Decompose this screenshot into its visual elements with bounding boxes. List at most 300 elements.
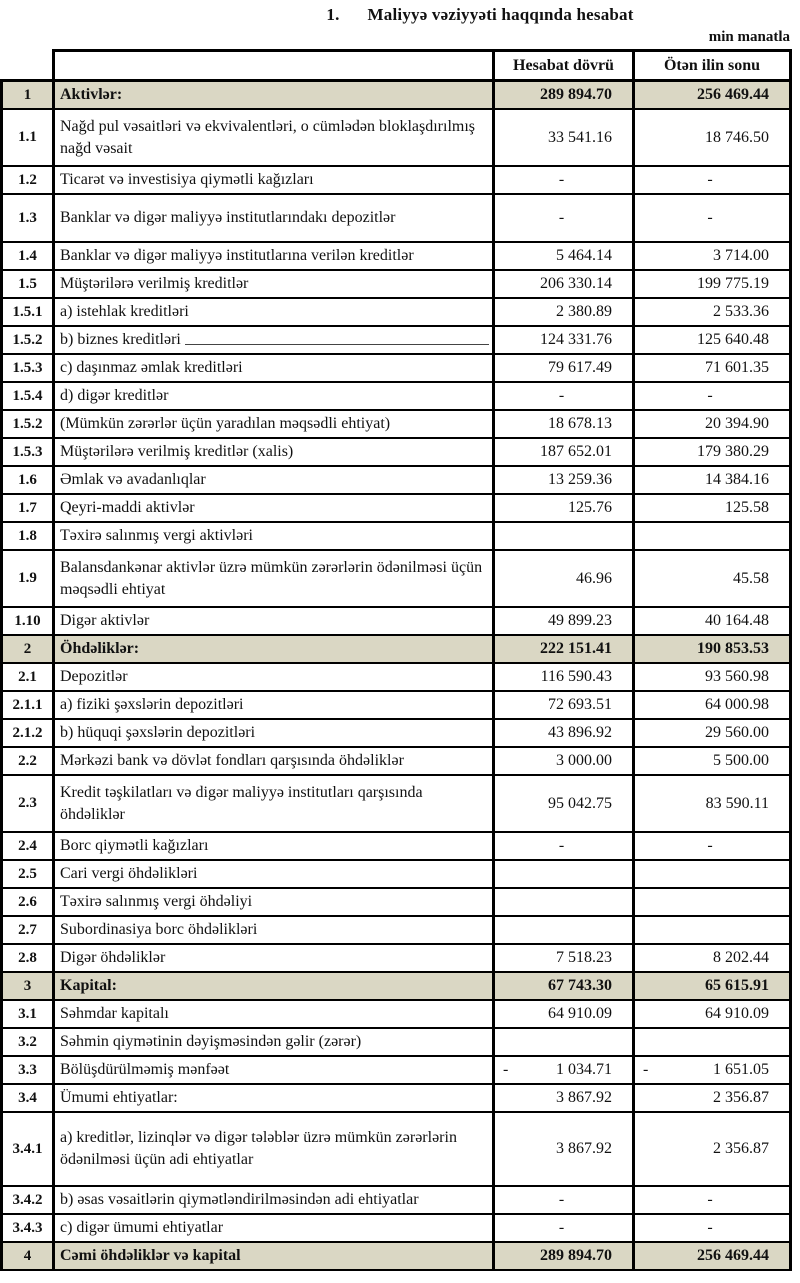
- row-label: (Mümkün zərərlər üçün yaradılan məqsədli ehtiyat): [60, 415, 391, 432]
- row-label-cell: [55, 299, 495, 327]
- table-row: [0, 973, 792, 1001]
- row-number: 1.3: [18, 209, 37, 226]
- row-label: Balansdankənar aktivlər üzrə mümkün zərərlərin ödənilməsi üçün məqsədli ehtiyat: [60, 558, 483, 598]
- period-value-cell: [495, 167, 635, 195]
- row-label: Borc qiymətli kağızları: [60, 837, 209, 854]
- row-label-cell: [55, 1029, 495, 1057]
- row-label: Depozitlər: [60, 668, 128, 685]
- table-row: [0, 439, 792, 467]
- row-number: 2.6: [18, 893, 37, 910]
- prior-value-cell: [635, 973, 792, 1001]
- period-value: 289 894.70: [540, 1247, 612, 1264]
- prior-value: 3 714.00: [713, 247, 769, 264]
- row-number-cell: [0, 748, 55, 776]
- row-number: 1.5: [18, 275, 37, 292]
- table-row: [0, 1029, 792, 1057]
- row-label-cell: [55, 439, 495, 467]
- header-label-cell: [55, 49, 495, 82]
- period-value: 49 899.23: [548, 612, 612, 629]
- row-label-cell: [55, 110, 495, 167]
- period-value: -: [558, 209, 565, 226]
- table-row: [0, 608, 792, 636]
- row-number: 2.3: [18, 795, 37, 811]
- prior-value: 190 853.53: [697, 640, 769, 657]
- prior-value-cell: [635, 608, 792, 636]
- table-row: [0, 383, 792, 411]
- row-label-cell: [55, 1215, 495, 1243]
- period-value: 289 894.70: [540, 86, 612, 103]
- row-label-cell: [55, 495, 495, 523]
- period-value-cell: [495, 383, 635, 411]
- table-row: [0, 167, 792, 195]
- prior-value-cell: [635, 833, 792, 861]
- row-label: Səhmdar kapitalı: [60, 1005, 169, 1022]
- prior-value-cell: [635, 271, 792, 299]
- prior-value: 8 202.44: [713, 949, 769, 966]
- row-number-cell: [0, 861, 55, 889]
- row-number: 1.2: [18, 171, 37, 188]
- row-number: 3.4.3: [12, 1219, 43, 1236]
- row-label-cell: [55, 355, 495, 383]
- period-value-cell: [495, 1085, 635, 1113]
- table-row: [0, 467, 792, 495]
- row-label-cell: [55, 271, 495, 299]
- period-value: 2 380.89: [556, 303, 612, 320]
- table-row: [0, 861, 792, 889]
- period-value: -: [558, 1219, 565, 1236]
- row-label-cell: [55, 1085, 495, 1113]
- row-label-cell: [55, 833, 495, 861]
- row-number-cell: [0, 1085, 55, 1113]
- row-label: c) daşınmaz əmlak kreditləri: [60, 359, 243, 376]
- underline-rule: [185, 344, 489, 345]
- table-row: [0, 551, 792, 608]
- row-label-cell: [55, 383, 495, 411]
- period-value: 72 693.51: [548, 696, 612, 713]
- row-label: Kapital:: [60, 977, 117, 994]
- period-value-cell: [495, 327, 635, 355]
- prior-value: 29 560.00: [705, 724, 769, 741]
- row-number-cell: [0, 636, 55, 664]
- prior-value: 256 469.44: [697, 86, 769, 103]
- row-number-cell: [0, 243, 55, 271]
- prior-value-cell: [635, 664, 792, 692]
- table-row: [0, 636, 792, 664]
- row-label: Öhdəliklər:: [60, 640, 140, 657]
- table-row: [0, 523, 792, 551]
- row-number-cell: [0, 82, 55, 110]
- prior-value-cell: [635, 1029, 792, 1057]
- prior-value-cell: [635, 495, 792, 523]
- prior-value: 256 469.44: [697, 1247, 769, 1264]
- row-label: Müştərilərə verilmiş kreditlər: [60, 275, 249, 292]
- period-value-cell: [495, 467, 635, 495]
- row-number-cell: [0, 889, 55, 917]
- prior-value-cell: [635, 1215, 792, 1243]
- row-label: Nağd pul vəsaitləri və ekvivalentləri, o cümlədən bloklaşdırılmış nağd vəsait: [60, 117, 475, 157]
- period-value-cell: [495, 1215, 635, 1243]
- row-number: 1.4: [18, 247, 37, 264]
- period-value: 3 867.92: [556, 1089, 612, 1106]
- table-header-row: [0, 49, 792, 82]
- row-label-cell: [55, 748, 495, 776]
- financial-table: [0, 49, 792, 1271]
- period-value-cell: [495, 1029, 635, 1057]
- prior-value: -: [707, 1191, 713, 1208]
- negative-sign: -: [643, 1061, 649, 1078]
- prior-value: 2 533.36: [713, 303, 769, 320]
- prior-value-cell: [635, 1085, 792, 1113]
- table-row: [0, 1187, 792, 1215]
- period-value-cell: [495, 495, 635, 523]
- table-row: [0, 664, 792, 692]
- period-value: 7 518.23: [556, 949, 612, 966]
- prior-value: 2 356.87: [713, 1140, 769, 1157]
- prior-value-cell: [635, 82, 792, 110]
- row-number: 3: [23, 977, 32, 994]
- row-number: 3.4.1: [12, 1140, 43, 1157]
- row-label-cell: [55, 664, 495, 692]
- row-number-cell: [0, 271, 55, 299]
- prior-value: 40 164.48: [705, 612, 769, 629]
- period-value-cell: [495, 636, 635, 664]
- row-label: Qeyri-maddi aktivlər: [60, 499, 195, 516]
- row-number: 2.5: [18, 865, 37, 882]
- row-number: 2.8: [18, 949, 37, 966]
- table-row: [0, 945, 792, 973]
- prior-value-cell: [635, 243, 792, 271]
- period-value-cell: [495, 608, 635, 636]
- prior-value-cell: [635, 551, 792, 608]
- row-label-cell: [55, 692, 495, 720]
- row-number-cell: [0, 1187, 55, 1215]
- row-label: a) istehlak kreditləri: [60, 303, 189, 320]
- prior-value-cell: [635, 945, 792, 973]
- period-value: 222 151.41: [540, 640, 612, 657]
- period-value-cell: [495, 776, 635, 833]
- prior-value: -: [707, 171, 713, 188]
- period-value-cell: [495, 1243, 635, 1271]
- period-value: -: [558, 387, 565, 404]
- row-label: Cəmi öhdəliklər və kapital: [60, 1247, 241, 1264]
- row-label-cell: [55, 327, 495, 355]
- period-value: 3 867.92: [556, 1140, 612, 1157]
- row-number: 2.1.2: [12, 724, 43, 741]
- prior-value-cell: [635, 692, 792, 720]
- row-number-cell: [0, 1113, 55, 1187]
- prior-value: 199 775.19: [697, 275, 769, 292]
- row-label-cell: [55, 1001, 495, 1029]
- row-label-cell: [55, 82, 495, 110]
- table-row: [0, 327, 792, 355]
- row-label-cell: [55, 861, 495, 889]
- table-row: [0, 495, 792, 523]
- prior-value-cell: [635, 1187, 792, 1215]
- row-number-cell: [0, 1243, 55, 1271]
- period-value: -: [558, 837, 565, 854]
- row-label: a) fiziki şəxslərin depozitləri: [60, 696, 244, 713]
- prior-value: 45.58: [733, 569, 769, 587]
- row-label-cell: [55, 1057, 495, 1085]
- table-row: [0, 110, 792, 167]
- prior-value-cell: [635, 720, 792, 748]
- prior-value: 71 601.35: [705, 359, 769, 376]
- row-number: 1.6: [18, 471, 37, 488]
- row-label-cell: [55, 195, 495, 243]
- period-value: 64 910.09: [548, 1005, 612, 1022]
- header-number-cell: [0, 49, 55, 82]
- table-row: [0, 748, 792, 776]
- row-label-cell: [55, 167, 495, 195]
- prior-value-cell: [635, 748, 792, 776]
- table-row: [0, 299, 792, 327]
- period-value: 206 330.14: [540, 275, 612, 292]
- row-label: Bölüşdürülməmiş mənfəət: [60, 1061, 230, 1078]
- row-number: 1.5.3: [12, 359, 43, 376]
- period-value-cell: [495, 861, 635, 889]
- row-number: 3.4.2: [12, 1191, 43, 1208]
- row-label-cell: [55, 608, 495, 636]
- prior-value: -: [707, 837, 713, 854]
- period-value: 187 652.01: [540, 443, 612, 460]
- period-value: 1 034.71: [556, 1061, 612, 1078]
- table-row: [0, 917, 792, 945]
- financial-statement-page: [0, 5, 800, 1271]
- row-number-cell: [0, 411, 55, 439]
- row-number-cell: [0, 327, 55, 355]
- row-label: Banklar və digər maliyyə institutlarına verilən kreditlər: [60, 247, 414, 264]
- period-value-cell: [495, 271, 635, 299]
- row-number-cell: [0, 355, 55, 383]
- prior-value-cell: [635, 467, 792, 495]
- row-label-cell: [55, 776, 495, 833]
- prior-value-cell: [635, 383, 792, 411]
- period-value: 18 678.13: [548, 415, 612, 432]
- period-value-cell: [495, 1057, 635, 1085]
- table-row: [0, 1243, 792, 1271]
- row-label-cell: [55, 243, 495, 271]
- prior-value-cell: [635, 355, 792, 383]
- prior-value: -: [707, 209, 713, 226]
- table-row: [0, 889, 792, 917]
- row-number: 4: [23, 1247, 32, 1264]
- row-number-cell: [0, 720, 55, 748]
- table-row: [0, 1057, 792, 1085]
- period-value: 43 896.92: [548, 724, 612, 741]
- row-label-cell: [55, 411, 495, 439]
- row-label-cell: [55, 973, 495, 1001]
- period-value-cell: [495, 1187, 635, 1215]
- row-number: 1.10: [14, 612, 41, 629]
- row-number-cell: [0, 167, 55, 195]
- row-label-cell: [55, 1113, 495, 1187]
- period-value: 67 743.30: [548, 977, 612, 994]
- row-number: 1.8: [18, 527, 37, 544]
- row-number: 2.1.1: [12, 696, 43, 713]
- row-number-cell: [0, 945, 55, 973]
- column-header-prior: Ötən ilin sonu: [635, 49, 792, 82]
- table-row: [0, 1215, 792, 1243]
- row-number-cell: [0, 1001, 55, 1029]
- row-number-cell: [0, 467, 55, 495]
- period-value-cell: [495, 195, 635, 243]
- page-title-text: Maliyyə vəziyyəti haqqında hesabat: [367, 5, 634, 24]
- period-value: 95 042.75: [548, 794, 612, 812]
- row-number: 2.1: [18, 668, 37, 685]
- prior-value: 14 384.16: [705, 471, 769, 488]
- row-number: 1.9: [18, 570, 37, 586]
- period-value: 5 464.14: [556, 247, 612, 264]
- table-row: [0, 1113, 792, 1187]
- prior-value: 93 560.98: [705, 668, 769, 685]
- table-row: [0, 692, 792, 720]
- row-label: Səhmin qiymətinin dəyişməsindən gəlir (zərər): [60, 1033, 362, 1050]
- row-label-cell: [55, 720, 495, 748]
- period-value: 13 259.36: [548, 471, 612, 488]
- table-row: [0, 1085, 792, 1113]
- period-value-cell: [495, 973, 635, 1001]
- row-number-cell: [0, 608, 55, 636]
- row-label: Təxirə salınmış vergi öhdəliyi: [60, 893, 253, 910]
- period-value: 3 000.00: [556, 752, 612, 769]
- column-header-period: Hesabat dövrü: [495, 49, 635, 82]
- row-label: Digər öhdəliklər: [60, 949, 166, 966]
- row-number: 2.2: [18, 752, 37, 769]
- row-number-cell: [0, 973, 55, 1001]
- period-value-cell: [495, 82, 635, 110]
- row-number: 3.2: [18, 1033, 37, 1050]
- period-value-cell: [495, 551, 635, 608]
- row-number-cell: [0, 1029, 55, 1057]
- period-value-cell: [495, 917, 635, 945]
- prior-value-cell: [635, 167, 792, 195]
- prior-value: 18 746.50: [705, 128, 769, 146]
- row-label-cell: [55, 523, 495, 551]
- period-value: -: [558, 1191, 565, 1208]
- row-number-cell: [0, 664, 55, 692]
- table-row: [0, 411, 792, 439]
- prior-value: -: [707, 1219, 713, 1236]
- period-value-cell: [495, 523, 635, 551]
- prior-value: 179 380.29: [697, 443, 769, 460]
- table-row: [0, 720, 792, 748]
- period-value-cell: [495, 692, 635, 720]
- prior-value-cell: [635, 523, 792, 551]
- prior-value-cell: [635, 411, 792, 439]
- prior-value: 65 615.91: [705, 977, 769, 994]
- row-label: Əmlak və avadanlıqlar: [60, 471, 206, 488]
- prior-value-cell: [635, 1057, 792, 1085]
- prior-value-cell: [635, 327, 792, 355]
- row-label: b) hüquqi şəxslərin depozitləri: [60, 724, 256, 741]
- period-value-cell: [495, 945, 635, 973]
- row-label: Kredit təşkilatları və digər maliyyə institutları qarşısında öhdəliklər: [60, 783, 423, 823]
- row-label: Ticarət və investisiya qiymətli kağızları: [60, 171, 314, 188]
- row-number-cell: [0, 439, 55, 467]
- row-label: a) kreditlər, lizinqlər və digər tələblər üzrə mümkün zərərlərin ödənilməsi üçün adi ehtiyatlar: [60, 1129, 457, 1168]
- period-value-cell: [495, 439, 635, 467]
- period-value: -: [558, 171, 565, 188]
- unit-note: min manatla: [708, 29, 790, 45]
- page-title-number: 1.: [326, 5, 340, 24]
- prior-value: 83 590.11: [705, 794, 769, 812]
- prior-value-cell: [635, 861, 792, 889]
- prior-value-cell: [635, 917, 792, 945]
- prior-value: 1 651.05: [713, 1061, 769, 1078]
- row-number: 3.1: [18, 1005, 37, 1022]
- row-number: 1.7: [18, 499, 37, 516]
- period-value-cell: [495, 243, 635, 271]
- row-label: Təxirə salınmış vergi aktivləri: [60, 527, 253, 544]
- prior-value: 125 640.48: [697, 331, 769, 348]
- prior-value: -: [707, 387, 713, 404]
- period-value-cell: [495, 720, 635, 748]
- period-value-cell: [495, 1001, 635, 1029]
- row-number-cell: [0, 692, 55, 720]
- period-value: 79 617.49: [548, 359, 612, 376]
- period-value-cell: [495, 110, 635, 167]
- period-value-cell: [495, 411, 635, 439]
- row-label-cell: [55, 551, 495, 608]
- period-value: 116 590.43: [540, 668, 612, 685]
- row-label: Aktivlər:: [60, 86, 123, 103]
- row-number: 1.1: [18, 129, 37, 145]
- prior-value-cell: [635, 439, 792, 467]
- prior-value-cell: [635, 195, 792, 243]
- period-value: 33 541.16: [548, 128, 612, 146]
- row-label: Müştərilərə verilmiş kreditlər (xalis): [60, 443, 294, 460]
- row-number: 1: [23, 86, 32, 103]
- row-label-cell: [55, 917, 495, 945]
- row-number-cell: [0, 917, 55, 945]
- prior-value: 64 000.98: [705, 696, 769, 713]
- period-value-cell: [495, 889, 635, 917]
- row-number-cell: [0, 383, 55, 411]
- row-number: 3.3: [18, 1061, 37, 1078]
- row-number-cell: [0, 523, 55, 551]
- row-label: Cari vergi öhdəlikləri: [60, 865, 198, 882]
- row-number-cell: [0, 833, 55, 861]
- row-label-cell: [55, 1187, 495, 1215]
- negative-sign: -: [503, 1061, 509, 1078]
- period-value-cell: [495, 355, 635, 383]
- row-label: Banklar və digər maliyyə institutlarındakı depozitlər: [60, 209, 396, 226]
- period-value-cell: [495, 664, 635, 692]
- prior-value-cell: [635, 1113, 792, 1187]
- prior-value-cell: [635, 636, 792, 664]
- table-row: [0, 833, 792, 861]
- row-label: d) digər kreditlər: [60, 387, 169, 404]
- period-value-cell: [495, 299, 635, 327]
- period-value-cell: [495, 833, 635, 861]
- table-row: [0, 271, 792, 299]
- prior-value-cell: [635, 1001, 792, 1029]
- table-row: [0, 195, 792, 243]
- row-number: 3.4: [18, 1089, 37, 1106]
- row-label: Digər aktivlər: [60, 612, 150, 629]
- row-label-cell: [55, 945, 495, 973]
- table-body: [0, 82, 792, 1271]
- row-label-cell: [55, 467, 495, 495]
- period-value-cell: [495, 748, 635, 776]
- prior-value: 20 394.90: [705, 415, 769, 432]
- row-number-cell: [0, 110, 55, 167]
- prior-value-cell: [635, 889, 792, 917]
- row-number: 2.7: [18, 921, 37, 938]
- row-label: Subordinasiya borc öhdəlikləri: [60, 921, 258, 938]
- row-number: 1.5.2: [12, 415, 43, 432]
- row-label: Mərkəzi bank və dövlət fondları qarşısında öhdəliklər: [60, 752, 404, 769]
